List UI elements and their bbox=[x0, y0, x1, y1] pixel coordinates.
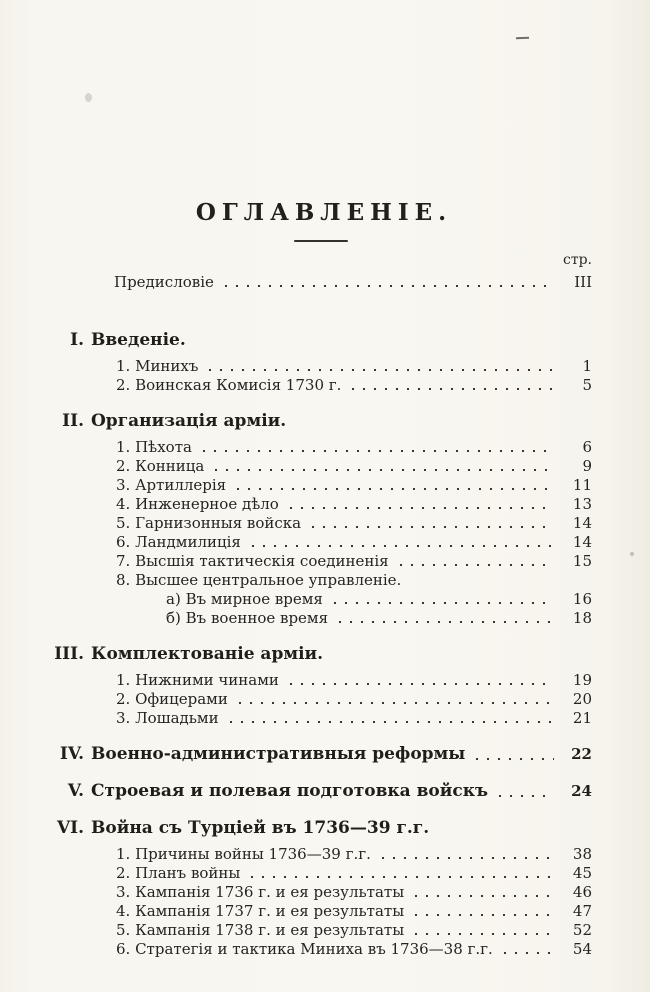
toc-entry bbox=[166, 609, 592, 628]
page-number: 14 bbox=[572, 533, 592, 551]
page-number: 1 bbox=[582, 357, 592, 375]
section-title: Война съ Турціей въ 1736—39 г.г. bbox=[91, 818, 430, 838]
dot-leader bbox=[381, 856, 554, 860]
section-heading bbox=[50, 781, 592, 802]
toc-entry bbox=[116, 883, 592, 902]
entry-label: а) Въ мирное время bbox=[166, 590, 323, 608]
section-numeral: IV. bbox=[59, 744, 84, 764]
toc-section bbox=[50, 818, 592, 959]
title-rule bbox=[294, 240, 348, 242]
toc-entry bbox=[116, 671, 592, 690]
entry-label: 3. Артиллерія bbox=[116, 476, 227, 494]
section-numeral: II. bbox=[62, 411, 84, 431]
toc-entry bbox=[116, 709, 592, 728]
page-number: 5 bbox=[582, 376, 592, 394]
page-number: 11 bbox=[572, 476, 592, 494]
page-number: 21 bbox=[572, 709, 592, 727]
page-number: 52 bbox=[572, 921, 592, 939]
entry-label: б) Въ военное время bbox=[166, 609, 329, 627]
dot-leader bbox=[333, 601, 554, 605]
page-number: 46 bbox=[572, 883, 592, 901]
entry-label: 1. Причины войны 1736—39 г.г. bbox=[116, 845, 371, 863]
toc-section bbox=[50, 330, 592, 395]
entry-label: 3. Лошадьми bbox=[116, 709, 219, 727]
section-numeral: I. bbox=[70, 330, 84, 350]
dot-leader bbox=[414, 894, 554, 898]
toc-section bbox=[50, 644, 592, 728]
dot-leader bbox=[214, 468, 554, 472]
page-number: 16 bbox=[572, 590, 592, 608]
dot-leader bbox=[224, 284, 554, 288]
entry-label: 6. Ландмилиція bbox=[116, 533, 241, 551]
page-number: 22 bbox=[571, 745, 592, 763]
entry-label: 6. Стратегія и тактика Миниха въ 1736—38 г.г. bbox=[116, 940, 493, 958]
page-column-label: стр. bbox=[563, 252, 592, 268]
dot-leader bbox=[289, 682, 554, 686]
entry-label: 2. Офицерами bbox=[116, 690, 228, 708]
toc-entry bbox=[116, 921, 592, 940]
toc-entry bbox=[116, 533, 592, 552]
section-title: Организація арміи. bbox=[91, 411, 287, 431]
page-number: 45 bbox=[572, 864, 592, 882]
toc-entry bbox=[116, 376, 592, 395]
dot-leader bbox=[236, 487, 554, 491]
toc-content bbox=[0, 198, 650, 959]
entry-label: 5. Гарнизонныя войска bbox=[116, 514, 302, 532]
dot-leader bbox=[311, 525, 554, 529]
entry-label: 3. Кампанія 1736 г. и ея результаты bbox=[116, 883, 405, 901]
entry-label: 2. Воинская Комисія 1730 г. bbox=[116, 376, 342, 394]
dot-leader bbox=[202, 449, 554, 453]
scan-artifact-edge-mark bbox=[630, 552, 634, 556]
entry-label: 4. Кампанія 1737 г. и ея результаты bbox=[116, 902, 405, 920]
page-number: 15 bbox=[572, 552, 592, 570]
page-number: 47 bbox=[572, 902, 592, 920]
section-title: Военно-административныя реформы bbox=[91, 744, 466, 764]
entry-label: 4. Инженерное дѣло bbox=[116, 495, 279, 513]
section-heading bbox=[50, 330, 592, 351]
toc-entry bbox=[116, 571, 592, 590]
section-heading bbox=[50, 744, 592, 765]
toc-entry bbox=[116, 495, 592, 514]
entry-label: 2. Конница bbox=[116, 457, 205, 475]
toc-entry bbox=[116, 457, 592, 476]
scan-artifact-smudge bbox=[85, 93, 92, 102]
entry-label: 2. Планъ войны bbox=[116, 864, 241, 882]
dot-leader bbox=[475, 757, 554, 761]
toc-entry bbox=[116, 552, 592, 571]
toc-section bbox=[50, 411, 592, 628]
entry-label: 5. Кампанія 1738 г. и ея результаты bbox=[116, 921, 405, 939]
dot-leader bbox=[338, 620, 554, 624]
entry-label: 8. Высшее центральное управленіе. bbox=[116, 571, 402, 589]
dot-leader bbox=[414, 932, 554, 936]
dot-leader bbox=[498, 794, 554, 798]
toc-entry bbox=[116, 864, 592, 883]
dot-leader bbox=[289, 506, 554, 510]
toc-sections bbox=[50, 330, 592, 959]
section-title: Строевая и полевая подготовка войскъ bbox=[91, 781, 489, 801]
dot-leader bbox=[208, 368, 554, 372]
page-number: 14 bbox=[572, 514, 592, 532]
preface-entry bbox=[114, 273, 592, 292]
page-number: 9 bbox=[582, 457, 592, 475]
toc-entry bbox=[116, 514, 592, 533]
scan-artifact-dash bbox=[516, 37, 529, 39]
entry-label: 7. Высшія тактическія соединенія bbox=[116, 552, 389, 570]
dot-leader bbox=[414, 913, 554, 917]
toc-section bbox=[50, 781, 592, 802]
toc-section bbox=[50, 744, 592, 765]
title-block bbox=[50, 198, 592, 242]
entry-label: Предисловіе bbox=[114, 273, 214, 291]
section-numeral: VI. bbox=[56, 818, 84, 838]
toc-entry bbox=[116, 940, 592, 959]
section-title: Комплектованіе арміи. bbox=[91, 644, 324, 664]
section-heading bbox=[50, 411, 592, 432]
dot-leader bbox=[238, 701, 554, 705]
toc-entry bbox=[116, 357, 592, 376]
section-title: Введеніе. bbox=[91, 330, 186, 350]
entry-label: 1. Минихъ bbox=[116, 357, 199, 375]
toc-entry bbox=[116, 476, 592, 495]
dot-leader bbox=[250, 875, 554, 879]
page-number: 54 bbox=[572, 940, 592, 958]
section-heading bbox=[50, 644, 592, 665]
dot-leader bbox=[251, 544, 554, 548]
section-numeral: III. bbox=[54, 644, 84, 664]
entry-label: 1. Нижними чинами bbox=[116, 671, 279, 689]
page-title: ОГЛАВЛЕНІЕ. bbox=[195, 199, 453, 226]
entry-label: 1. Пѣхота bbox=[116, 438, 192, 456]
page-number: 18 bbox=[572, 609, 592, 627]
toc-entry bbox=[116, 902, 592, 921]
dot-leader bbox=[503, 951, 554, 955]
page-number: 13 bbox=[572, 495, 592, 513]
dot-leader bbox=[399, 563, 554, 567]
dot-leader bbox=[229, 720, 554, 724]
page-number: 38 bbox=[572, 845, 592, 863]
page-number: 6 bbox=[582, 438, 592, 456]
toc-entry bbox=[166, 590, 592, 609]
toc-entry bbox=[116, 438, 592, 457]
page-number: 24 bbox=[571, 782, 592, 800]
page-number: 19 bbox=[572, 671, 592, 689]
dot-leader bbox=[351, 387, 554, 391]
toc-entry bbox=[116, 690, 592, 709]
section-numeral: V. bbox=[67, 781, 84, 801]
toc-entry bbox=[116, 845, 592, 864]
section-heading bbox=[50, 818, 592, 839]
page-number: 20 bbox=[572, 690, 592, 708]
page-number: III bbox=[574, 273, 592, 291]
